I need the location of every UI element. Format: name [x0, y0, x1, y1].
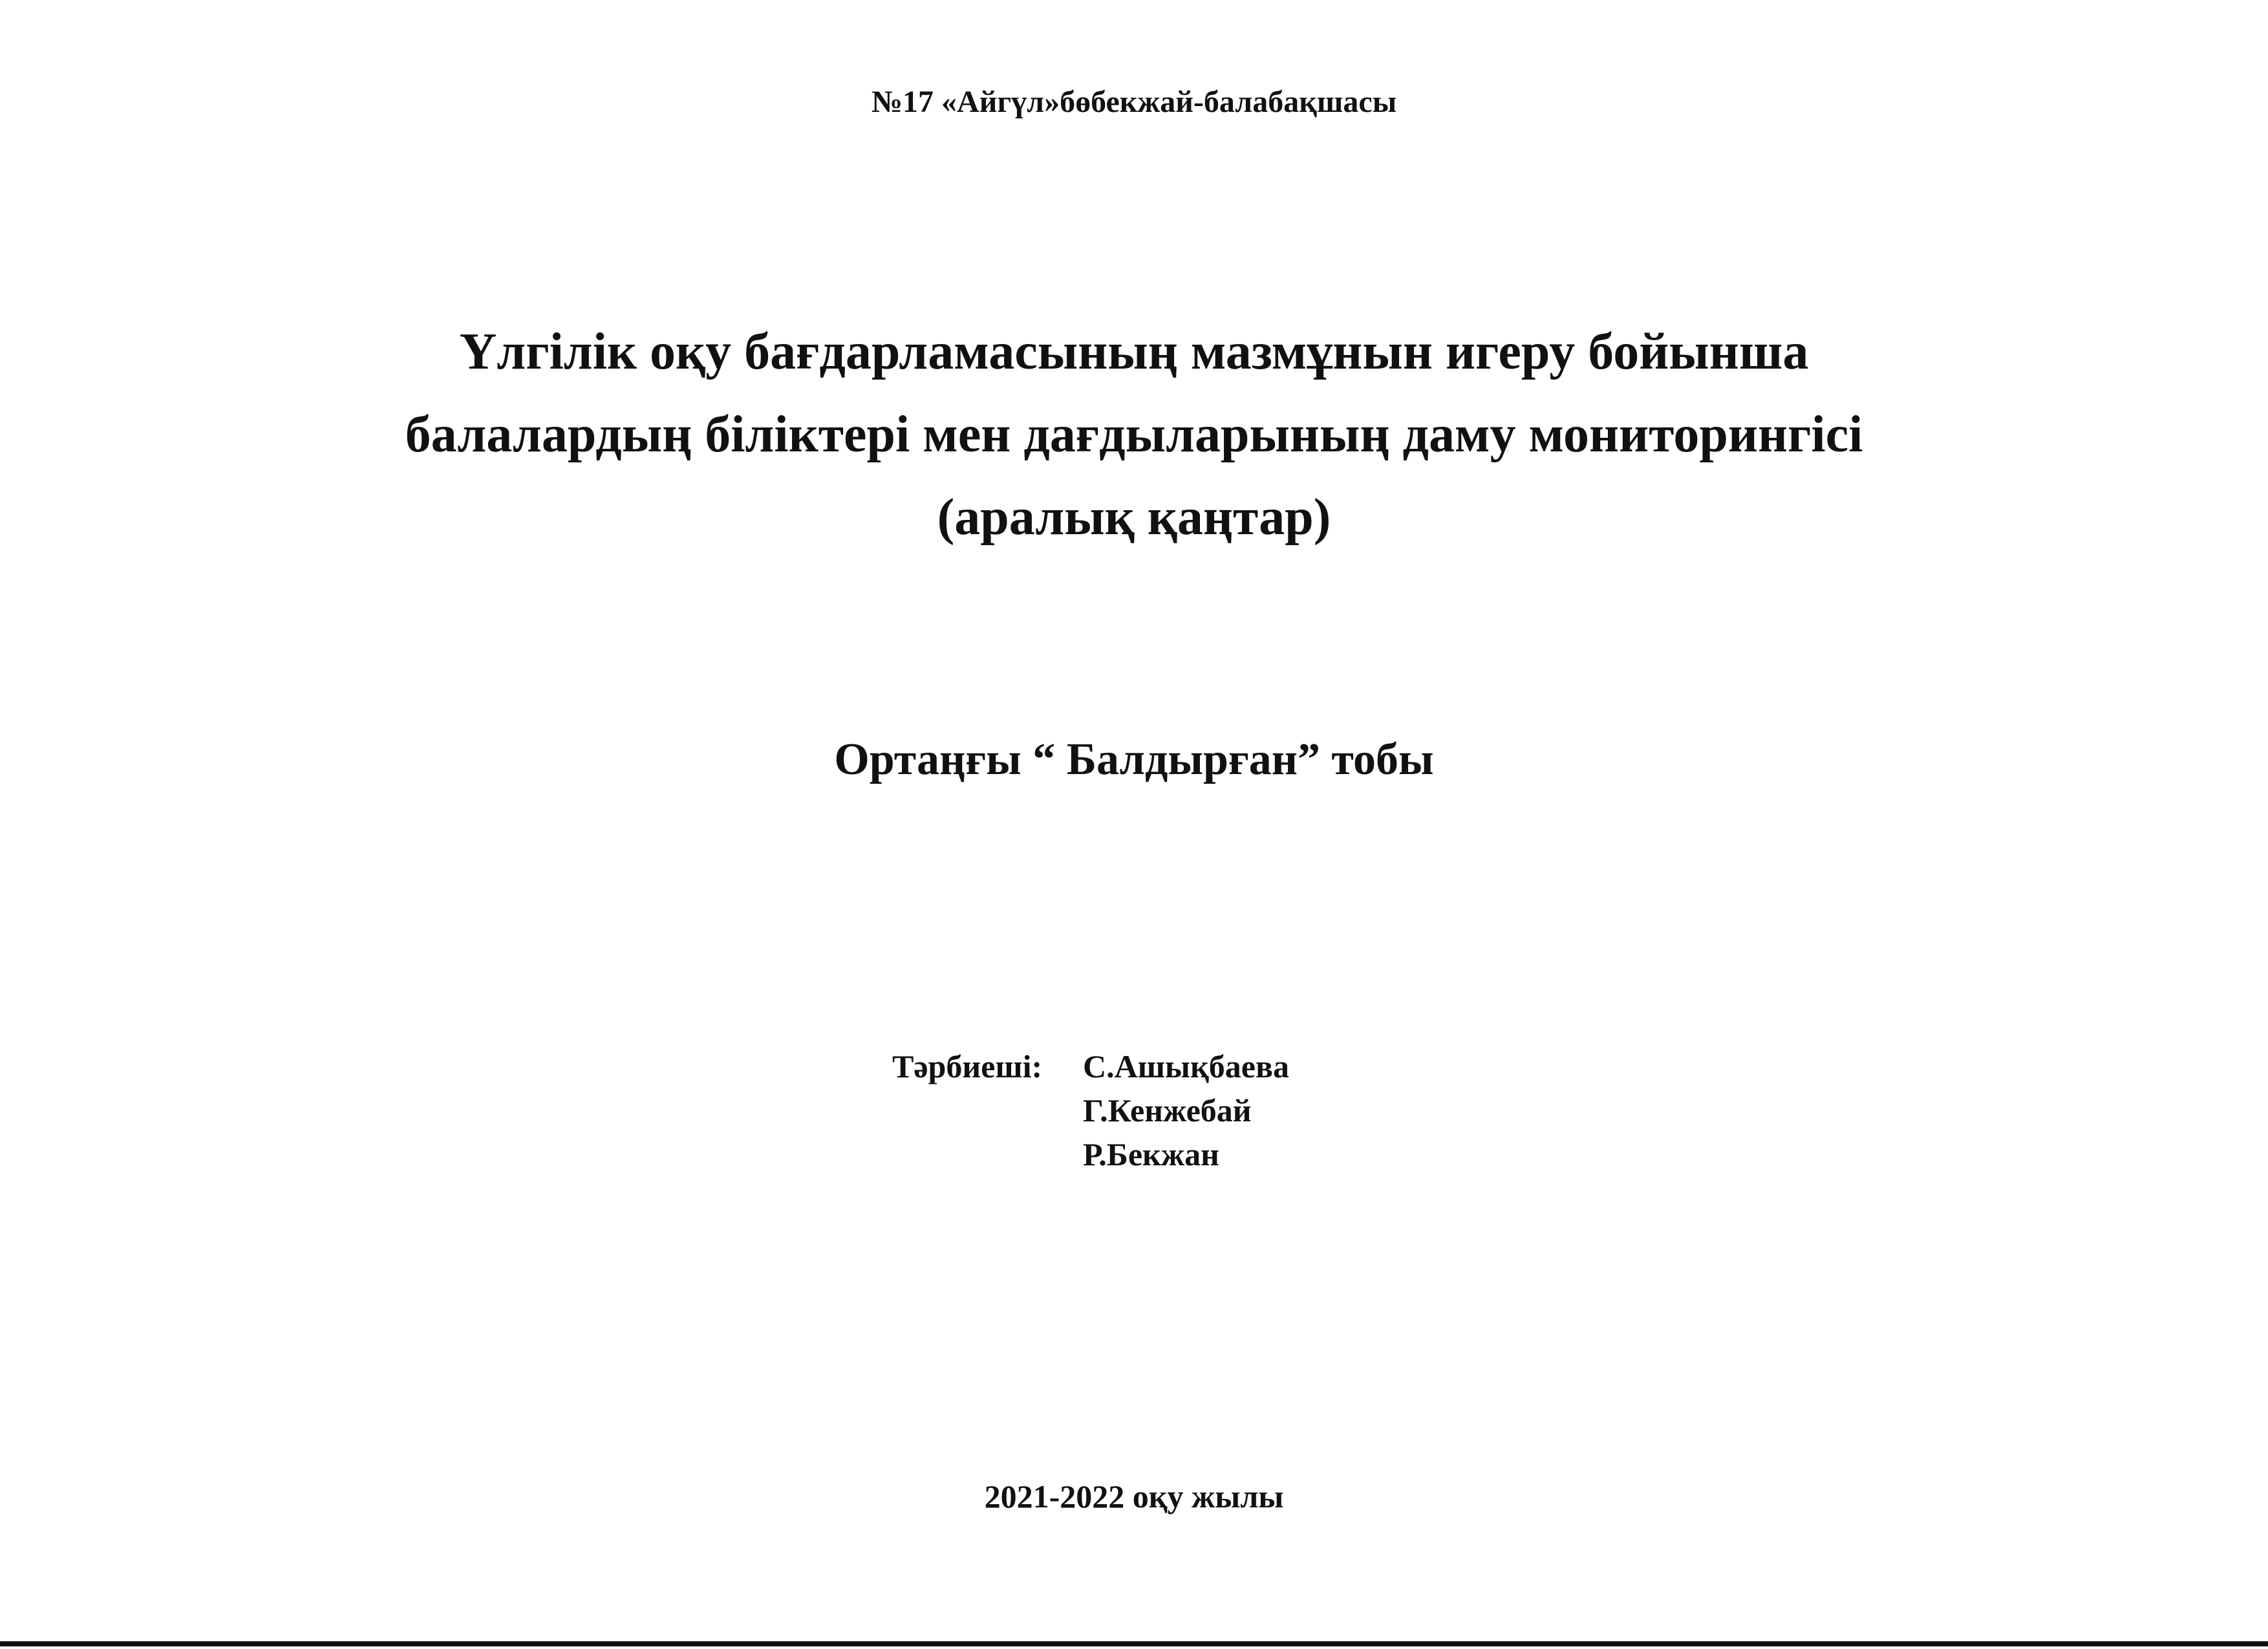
- group-name: Ортаңғы “ Балдырған” тобы: [834, 735, 1434, 784]
- institution-name: №17 «Айгүл»бөбекжай-балабақшасы: [871, 85, 1397, 119]
- teacher-name: Г.Кенжебай: [1083, 1092, 1252, 1128]
- academic-year: 2021-2022 оқу жылы: [984, 1478, 1284, 1514]
- document-title: [0, 310, 2268, 559]
- title-line-1: Үлгілік оқу бағдарламасының мазмұнын игеру бойынша: [459, 323, 1809, 380]
- bottom-divider: [0, 1641, 2268, 1646]
- teacher-name: С.Ашықбаева: [1083, 1048, 1289, 1084]
- teacher-role-label: Тәрбиеші:: [892, 1048, 1043, 1084]
- title-line-2: балалардың біліктері мен дағдыларының даму мониторингісі: [405, 406, 1863, 463]
- teacher-names: [1083, 1044, 1289, 1176]
- teacher-name: Р.Бекжан: [1083, 1136, 1219, 1172]
- title-line-3: (аралық қаңтар): [937, 489, 1331, 546]
